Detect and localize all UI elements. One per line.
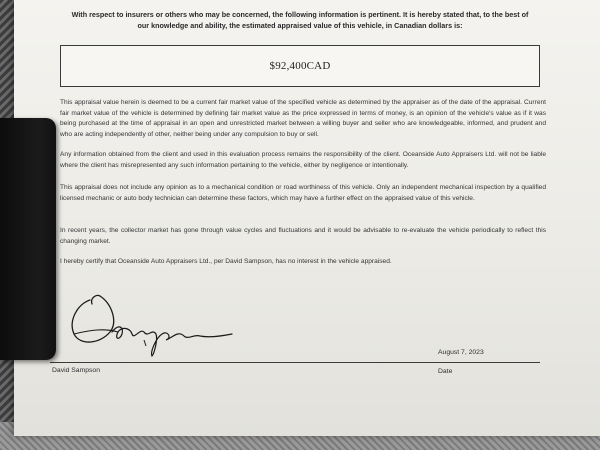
paragraph-mechanical-condition: This appraisal does not include any opinion as to a mechanical condition or road worthiness of this vehicle. Only an independent mechanical inspection by a qualified licensed mechanic or auto body technician can determine these factors, which may have a further effect on the appraised value of this vehicle. bbox=[60, 184, 546, 202]
paragraph-fair-market-value: This appraisal value herein is deemed to be a current fair market value of the specified vehicle as determined by the appraiser as of the date of the appraisal. Current fair market value of the vehicle is determined by defining fair market value as the price expressed in terms of money, is an opinion of the vehicle's value as if it was being purchased at the time of appraisal in an open and unrestricted market between a willing buyer and seller who are knowledgeable, informed, and prudent and who are acting independently of other, neither being under any compulsion to buy or sell. bbox=[60, 99, 546, 138]
date-label: Date bbox=[438, 368, 453, 375]
paragraph-client-information: Any information obtained from the client and used in this evaluation process remains the responsibility of the client. Oceanside Auto Appraisers Ltd. will not be liable where the client has misrepresented any such information pertaining to the vehicle, either by negligence or intentionally. bbox=[60, 151, 546, 169]
signer-name: David Sampson bbox=[52, 367, 100, 374]
handwritten-signature bbox=[60, 282, 260, 362]
appraised-value: $92,400CAD bbox=[269, 60, 331, 72]
appraised-value-box bbox=[60, 45, 540, 87]
signature-line bbox=[50, 362, 540, 363]
signed-date: August 7, 2023 bbox=[438, 349, 484, 356]
binder-clip bbox=[0, 118, 56, 360]
paragraph-market-cycles: In recent years, the collector market has gone through value cycles and fluctuations and it would be advisable to re-evaluate the vehicle periodically to reflect this changing market. bbox=[60, 227, 546, 245]
intro-statement: With respect to insurers or others who may be concerned, the following information is pertinent. It is hereby stated that, to the best of our knowledge and ability, the estimated appraised value of this vehicle, in Canadian dollars is: bbox=[71, 10, 529, 30]
paragraph-certification: I hereby certify that Oceanside Auto Appraisers Ltd., per David Sampson, has no interest in the vehicle appraised. bbox=[60, 258, 392, 265]
